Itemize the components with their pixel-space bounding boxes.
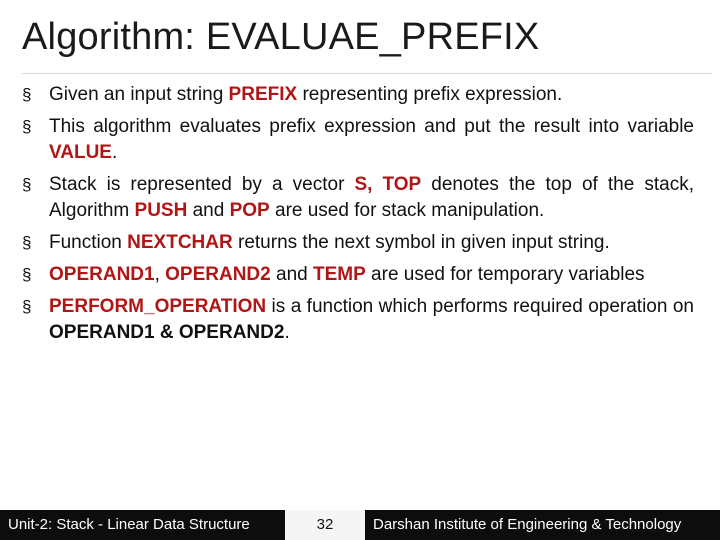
bullet-text: is a function which performs required operation on [266,296,694,317]
bullet-text: . [284,322,290,343]
bullet-text: Given an input string [49,84,229,105]
highlighted-term: PERFORM_OPERATION [49,296,267,317]
bullet-item [22,82,694,108]
bullet-item [22,230,694,256]
title-divider [22,73,712,74]
bullet-text: Function [49,232,128,253]
bullet-item [22,262,694,288]
highlighted-term: PREFIX [228,84,298,105]
bullet-marker-icon: § [22,233,32,252]
bullet-item [22,114,694,166]
bullet-text: are used for stack manipulation. [269,200,545,221]
bullet-text: , [154,264,166,285]
bullet-text: and [270,264,313,285]
footer-page-block [285,510,365,540]
highlighted-term: S, TOP [354,174,422,195]
bullet-text: This algorithm evaluates prefix expression and put the result into variable [49,116,694,137]
bullet-text: Stack is represented by a vector [49,174,355,195]
footer-course-title: Unit-2: Stack - Linear Data Structure [8,516,250,533]
page-number: 32 [316,516,334,533]
bullet-item [22,294,694,346]
highlighted-term: OPERAND1 & OPERAND2 [49,322,285,343]
bullet-marker-icon: § [22,175,32,194]
highlighted-term: OPERAND1 [49,264,155,285]
bullet-list [22,82,694,352]
bullet-text: and [187,200,230,221]
bullet-marker-icon: § [22,85,32,104]
highlighted-term: TEMP [312,264,366,285]
bullet-text: . [111,142,118,163]
bullet-marker-icon: § [22,297,32,316]
bullet-text: denotes the top of the stack, Algorithm [49,174,694,221]
bullet-text: representing prefix expression. [297,84,563,105]
bullet-marker-icon: § [22,265,32,284]
slide-title: Algorithm: EVALUAE_PREFIX [22,16,540,58]
highlighted-term: NEXTCHAR [127,232,233,253]
footer-bar [0,510,720,540]
bullet-text: are used for temporary variables [365,264,645,285]
footer-course-block [0,510,285,540]
footer-institute-name: Darshan Institute of Engineering & Technology [373,516,682,533]
highlighted-term: VALUE [49,142,112,163]
highlighted-term: PUSH [134,200,188,221]
bullet-marker-icon: § [22,117,32,136]
highlighted-term: OPERAND2 [165,264,271,285]
bullet-text: returns the next symbol in given input string. [232,232,610,253]
footer-institute-block [365,510,720,540]
bullet-item [22,172,694,224]
highlighted-term: POP [229,200,270,221]
